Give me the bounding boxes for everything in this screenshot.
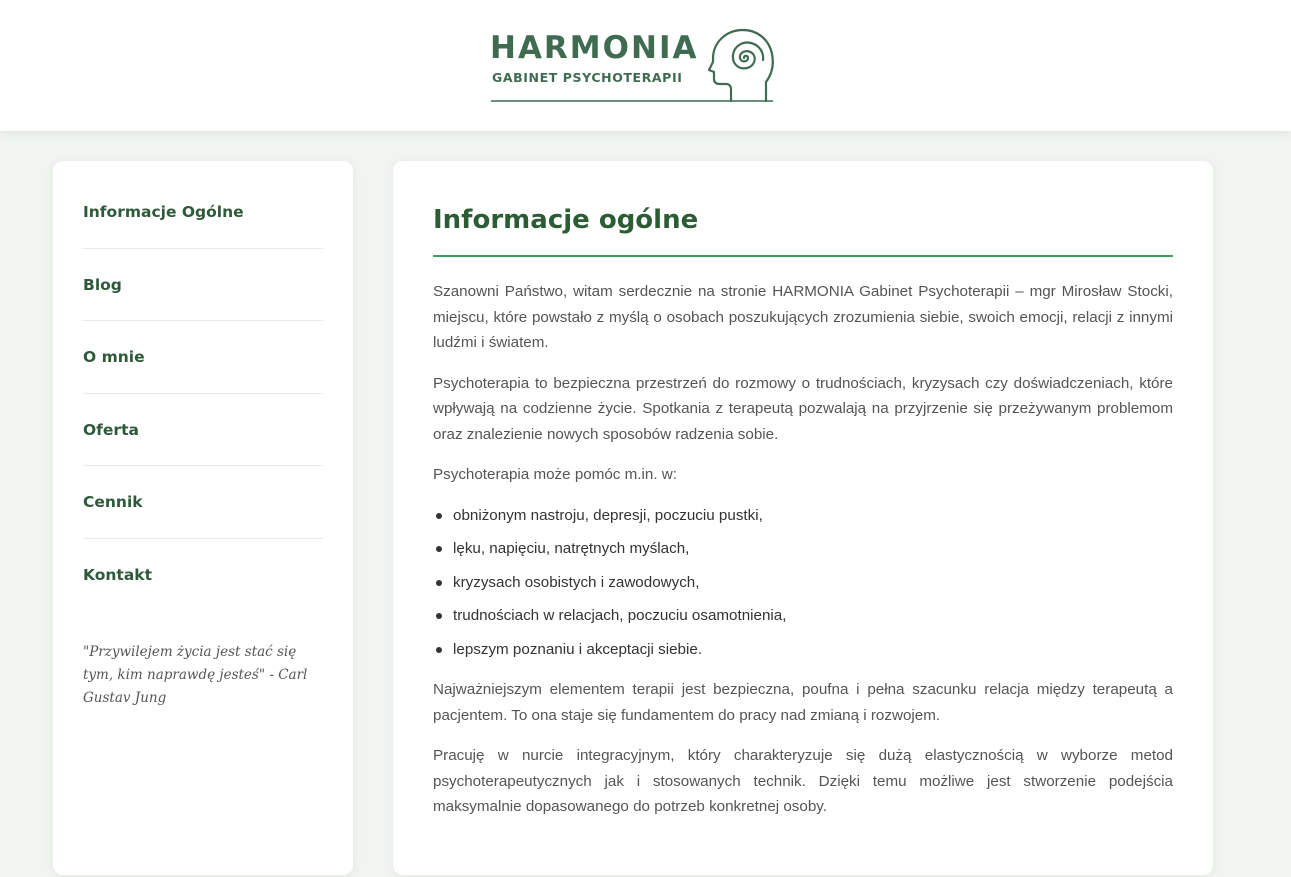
- sidebar-nav: [83, 176, 323, 612]
- sidebar-item-cennik[interactable]: Cennik: [83, 466, 323, 539]
- title-divider: [433, 255, 1173, 257]
- brand-subtitle: GABINET PSYCHOTERAPII: [492, 70, 683, 85]
- list-intro: Psychoterapia może pomóc m.in. w:: [433, 466, 677, 483]
- sidebar-item-o-mnie[interactable]: O mnie: [83, 321, 323, 394]
- site-header: [0, 0, 1291, 131]
- sidebar-item-kontakt[interactable]: Kontakt: [83, 565, 153, 584]
- sidebar-quote: "Przywilejem życia jest stać się tym, kim naprawdę jesteś" - Carl Gustav Jung: [83, 644, 308, 706]
- intro-paragraph: Szanowni Państwo, witam serdecznie na stronie HARMONIA Gabinet Psychoterapii – mgr Mirosław Stocki, miejscu, które powstało z myślą o osobach poszukujących zrozumienia siebie, swoich emocji, relacji z innymi ludźmi i światem.: [433, 283, 1173, 351]
- method-paragraph: Pracuję w nurcie integracyjnym, który charakteryzuje się dużą elastycznością w wyborze metod psychoterapeutycznych jak i stosowanych technik. Dzięki temu możliwe jest stworzenie podejścia maksymalnie dopasowanego do potrzeb konkretnej osoby.: [433, 747, 1173, 815]
- sidebar-item-informacje-ogolne[interactable]: Informacje Ogólne: [83, 176, 323, 249]
- psychotherapy-paragraph: Psychoterapia to bezpieczna przestrzeń do rozmowy o trudnościach, kryzysach czy doświadczeniach, które wpływają na codzienne życie. Spotkania z terapeutą pozwalają na przyjrzenie się przeżywanym problemom oraz znalezienie nowych sposobów radzenia sobie.: [433, 374, 1173, 443]
- article-body: [433, 279, 1173, 835]
- page-title: Informacje ogólne: [433, 205, 699, 235]
- sidebar-item-blog[interactable]: Blog: [83, 249, 323, 322]
- site-logo[interactable]: [488, 26, 778, 106]
- list-item: lęku, napięciu, natrętnych myślach,: [433, 536, 1173, 562]
- sidebar-item-oferta[interactable]: Oferta: [83, 394, 323, 467]
- list-item: obniżonym nastroju, depresji, poczuciu pustki,: [433, 503, 1173, 529]
- list-item: trudnościach w relacjach, poczuciu osamotnienia,: [433, 603, 1173, 629]
- brand-name: HARMONIA: [490, 30, 699, 66]
- list-item: lepszym poznaniu i akceptacji siebie.: [433, 637, 1173, 663]
- relationship-paragraph: Najważniejszym elementem terapii jest bezpieczna, poufna i pełna szacunku relacja między terapeutą a pacjentem. To ona staje się fundamentem do pracy nad zmianą i rozwojem.: [433, 681, 1173, 724]
- list-item: kryzysach osobistych i zawodowych,: [433, 570, 1173, 596]
- help-list: [433, 503, 1173, 663]
